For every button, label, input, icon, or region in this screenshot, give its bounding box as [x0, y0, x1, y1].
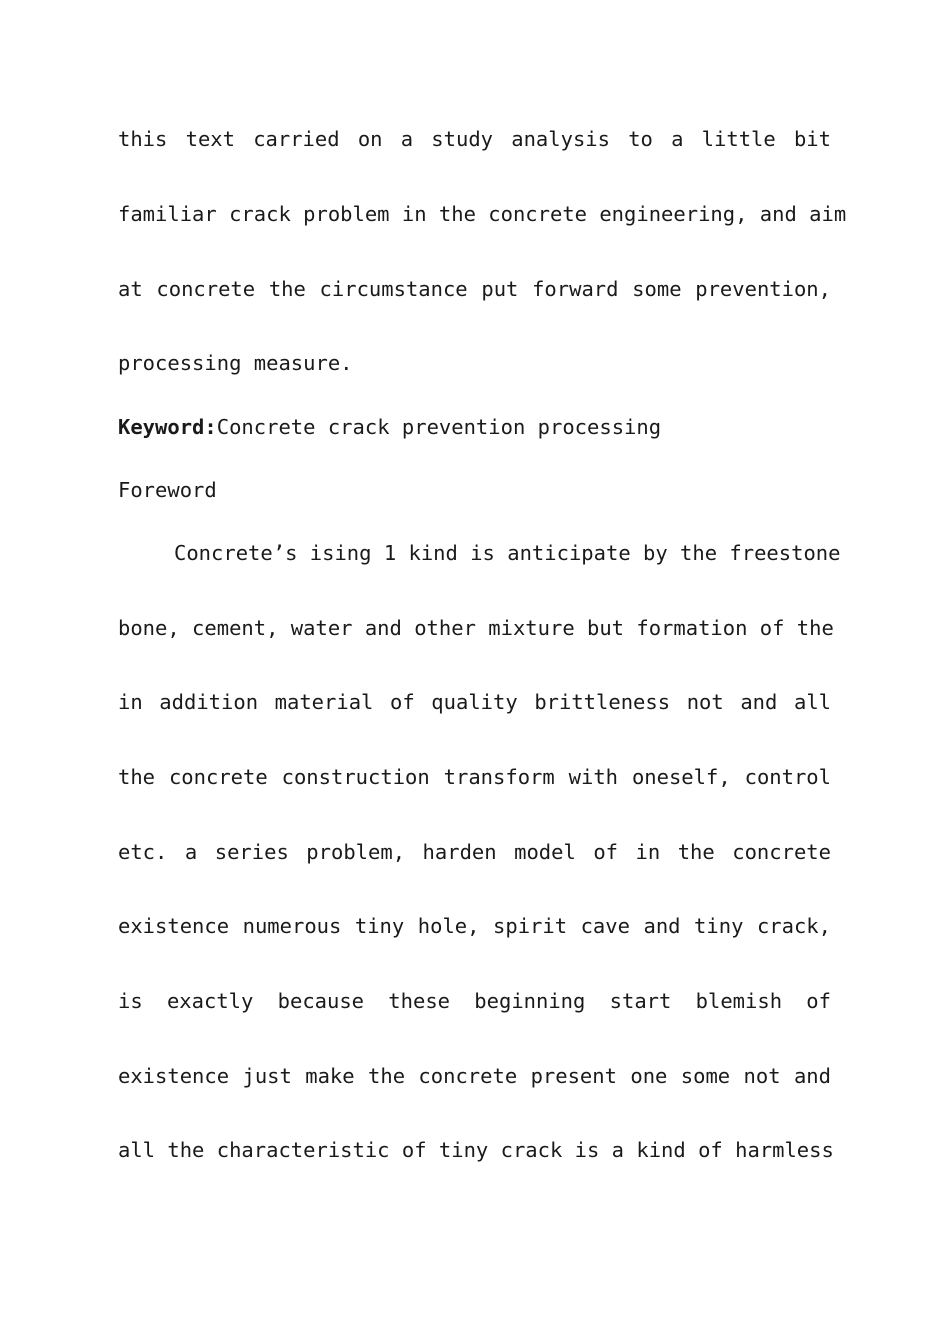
keyword-value: Concrete crack prevention processing: [216, 415, 662, 439]
foreword-line: is exactly because these beginning start blemish of: [118, 989, 831, 1013]
foreword-line: existence just make the concrete present one some not and: [118, 1064, 831, 1088]
foreword-line: Concrete’s ising 1 kind is anticipate by the freestone: [174, 541, 841, 565]
foreword-line: existence numerous tiny hole, spirit cave and tiny crack,: [118, 914, 831, 938]
foreword-line: bone, cement, water and other mixture but formation of the: [118, 616, 834, 640]
foreword-line: the concrete construction transform with oneself, control: [118, 765, 831, 789]
abstract-line: at concrete the circumstance put forward some prevention,: [118, 277, 831, 301]
keyword-line: [118, 415, 831, 439]
foreword-line: etc. a series problem, harden model of in the concrete: [118, 840, 831, 864]
abstract-line: familiar crack problem in the concrete engineering, and aim: [118, 202, 847, 226]
keyword-label: Keyword:: [118, 415, 217, 439]
abstract-line: this text carried on a study analysis to a little bit: [118, 127, 831, 151]
foreword-line: all the characteristic of tiny crack is a kind of harmless: [118, 1138, 834, 1162]
section-heading: Foreword: [118, 478, 217, 502]
abstract-line: processing measure.: [118, 351, 353, 375]
foreword-line: in addition material of quality brittleness not and all: [118, 690, 831, 714]
